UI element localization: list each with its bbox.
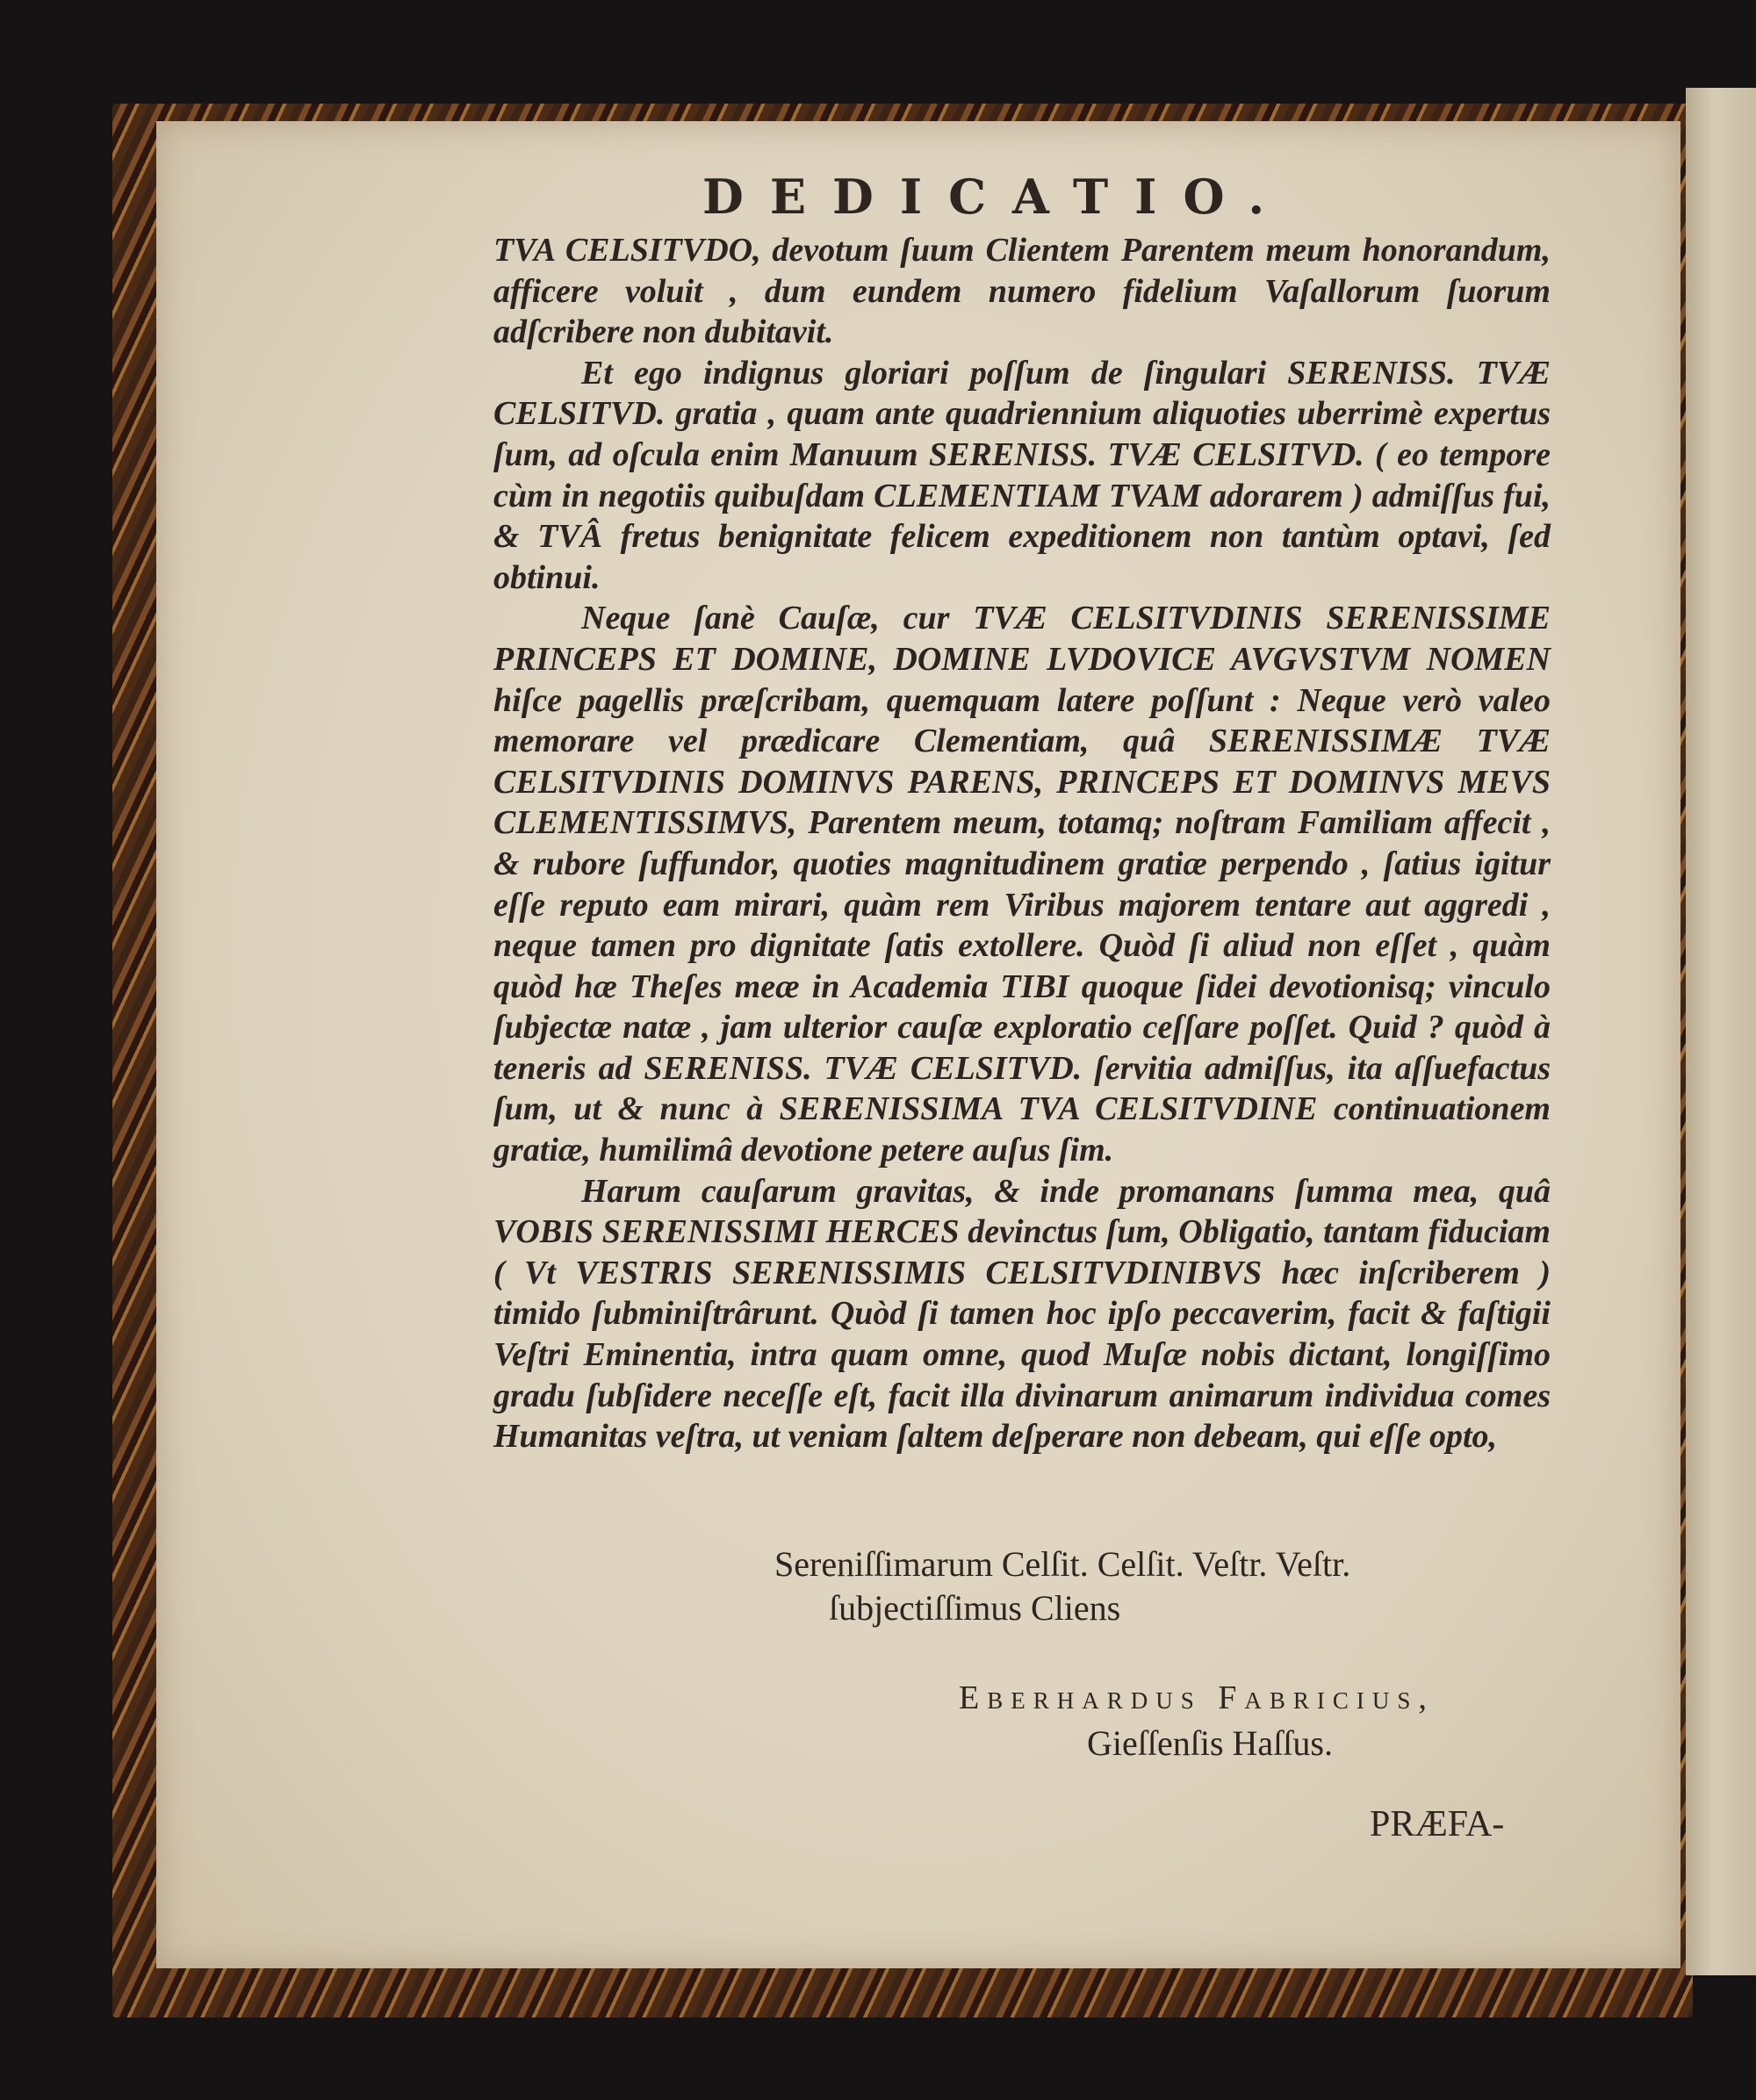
catchword: PRÆFA-: [1370, 1804, 1505, 1845]
signature-line-1: Sereniſſimarum Celſit. Celſit. Veſtr. Veſtr.: [774, 1544, 1351, 1584]
dedication-body: [493, 230, 1551, 1457]
paragraph: Harum cauſarum gravitas, & inde promanans ſumma mea, quâ VOBIS SERENISSIMI HERCES devinctus ſum, Obligatio, tantam fiduciam ( Vt VESTRIS SERENISSIMIS CELSITVDINIBVS hæc inſcriberem ) timido ſubminiſtrârunt. Quòd ſi tamen hoc ipſo peccaverim, facit & faſtigii Veſtri Eminentia, intra quam omne, quod Muſæ nobis dictant, longiſſimo gradu ſubſidere neceſſe eſt, facit illa divinarum animarum individua comes Humanitas veſtra, ut veniam ſaltem deſperare non debeam, qui eſſe opto,: [493, 1172, 1551, 1456]
paragraph: Et ego indignus gloriari poſſum de ſingulari SERENISS. TVÆ CELSITVD. gratia , quam ante quadriennium aliquoties uberrimè expertus ſum, ad oſcula enim Manuum SERENISS. TVÆ CELSITVD. ( eo tempore cùm in negotiis quibuſdam CLEMENTIAM TVAM adorarem ) admiſſus fui, & TVÂ fretus benignitate felicem expeditionem non tantùm optavi, ſed obtinui.: [493, 354, 1551, 596]
paragraph: TVA CELSITVDO, devotum ſuum Clientem Parentem meum honorandum, afficere voluit , dum eundem numero fidelium Vaſallorum ſuorum adſcribere non dubitavit.: [493, 232, 1551, 351]
signature-origin: Gieſſenſis Haſſus.: [1087, 1723, 1333, 1763]
signature-name: Eberhardus Fabricius,: [959, 1679, 1435, 1716]
signature-line-2: ſubjectiſſimus Cliens: [829, 1588, 1121, 1628]
page-heading: DEDICATIO.: [702, 169, 1292, 225]
facing-page-edge: [1686, 88, 1756, 1975]
paragraph: Neque ſanè Cauſæ, cur TVÆ CELSITVDINIS SERENISSIME PRINCEPS ET DOMINE, DOMINE LVDOVICE AVGVSTVM NOMEN hiſce pagellis præſcribam, quemquam latere poſſunt : Neque verò valeo memorare vel prædicare Clementiam, quâ SERENISSIMÆ TVÆ CELSITVDINIS DOMINVS PARENS, PRINCEPS ET DOMINVS MEVS CLEMENTISSIMVS, Parentem meum, totamq; noſtram Familiam affecit , & rubore ſuffundor, quoties magnitudinem gratiæ perpendo , ſatius igitur eſſe reputo eam mirari, quàm rem Viribus majorem tentare aut aggredi , neque tamen pro dignitate ſatis extollere. Quòd ſi aliud non eſſet , quàm quòd hæ Theſes meæ in Academia TIBI quoque ſidei devotionisq; vinculo ſubjectæ natæ , jam ulterior cauſæ exploratio ceſſare poſſet. Quid ? quòd à teneris ad SERENISS. TVÆ CELSITVD. ſervitia admiſſus, ita aſſuefactus ſum, ut & nunc à SERENISSIMA TVA CELSITVDINE continuationem gratiæ, humilimâ devotione petere auſus ſim.: [493, 600, 1551, 1169]
